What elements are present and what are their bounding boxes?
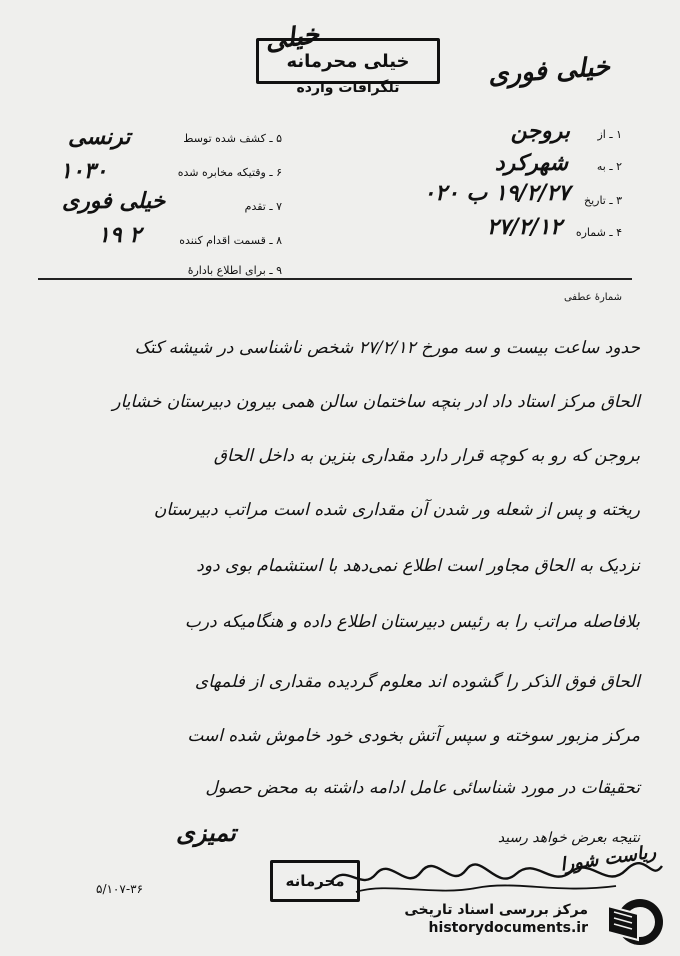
- field-value-number: ۲۷/۲/۱۲: [486, 214, 562, 240]
- stamp-handwritten-overwrite: خیلی: [263, 19, 322, 57]
- field-value-action-dept: ۲ ۱۹: [98, 222, 142, 248]
- stamp-text: محرمانه: [285, 872, 345, 890]
- handwritten-priority-note: خیلی فوری: [487, 51, 611, 91]
- stamp-text: خیلی محرمانه: [286, 50, 410, 72]
- field-label-decoded-by: ۵ ـ کشف شده توسط: [183, 132, 282, 145]
- body-line: تحقیقات در مورد شناسائی عامل ادامه داشته به محض حصول: [205, 778, 640, 798]
- handwritten-annotation: ریاست شورا: [559, 841, 658, 876]
- field-label-number: ۴ ـ شماره: [575, 226, 622, 239]
- field-label-action-dept: ۸ ـ قسمت اقدام کننده: [179, 234, 282, 247]
- document-number: ۵/۱۰۷-۳۶: [96, 882, 144, 896]
- body-line: بروجن که رو به کوچه قرار دارد مقداری بنزین به داخل الحاق: [213, 446, 640, 466]
- document-subtitle: تلگرافات وارده: [296, 80, 400, 96]
- bottom-confidential-stamp: [270, 860, 360, 902]
- field-value-sent-time: ۱۰۳۰: [60, 158, 108, 184]
- body-line: بلافاصله مراتب را به رئیس دبیرستان اطلاع داده و هنگامیکه درب: [184, 612, 640, 632]
- body-line: مرکز مزبور سوخته و سپس آتش بخودی خود خاموش شده است: [187, 726, 640, 746]
- archive-logo-icon: [604, 896, 666, 948]
- field-value-to: شهرکرد: [494, 150, 568, 176]
- field-label-to: ۲ ـ به: [596, 160, 622, 173]
- field-label-date: ۳ ـ تاریخ: [583, 194, 622, 207]
- top-confidential-stamp: [256, 19, 440, 84]
- body-line: الحاق فوق الذکر را گشوده اند معلوم گردیده مقداری از فلمهای: [194, 672, 640, 692]
- field-value-date: ۱۹/۲/۲۷ ب ۰۲۰: [423, 180, 570, 206]
- field-label-for-info: ۹ ـ برای اطلاع بادارۀ: [187, 264, 282, 277]
- field-value-priority: خیلی فوری: [62, 188, 166, 214]
- reference-number-label: شمارۀ عطفی: [563, 292, 622, 303]
- body-line: نزدیک به الحاق مجاور است اطلاع نمی‌دهد با استشمام بوی دود: [196, 556, 640, 576]
- body-line: حدود ساعت بیست و سه مورخ ۲۷/۲/۱۲ شخص ناشناسی در شیشه کتک: [134, 338, 640, 358]
- watermark-url: historydocuments.ir: [428, 920, 588, 936]
- body-line: الحاق مرکز استاد داد ادر بنچه ساختمان سالن همی بیرون دبیرستان خشایار: [112, 392, 640, 412]
- field-label-sent-time: ۶ ـ وقتیکه مخابره شده: [177, 166, 282, 179]
- field-label-priority: ۷ ـ تقدم: [244, 200, 282, 213]
- field-value-from: بروجن: [510, 118, 570, 144]
- header-divider: [38, 278, 632, 280]
- archive-watermark: [404, 902, 588, 936]
- field-value-decoded-by: ترنسی: [68, 124, 131, 150]
- field-label-from: ۱ ـ از: [597, 128, 622, 141]
- signature-name: تمیزی: [176, 818, 236, 847]
- watermark-title: مرکز بررسی اسناد تاریخی: [404, 902, 588, 918]
- closing-line: نتیجه بعرض خواهد رسید: [497, 830, 640, 846]
- body-line: ریخته و پس از شعله ور شدن آن مقداری شده است مراتب دبیرستان: [153, 500, 640, 520]
